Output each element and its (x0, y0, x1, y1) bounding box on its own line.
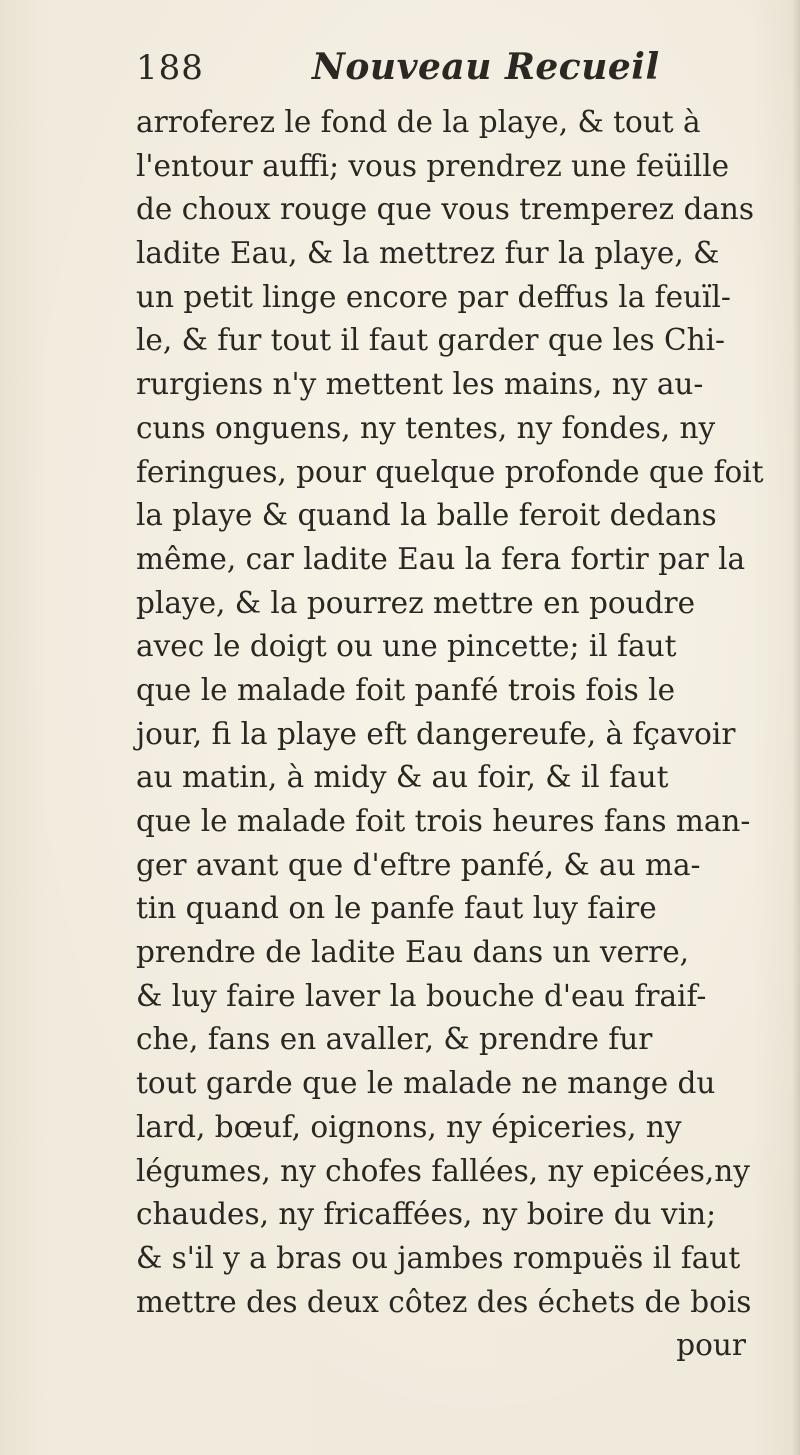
text-line: rurgiens n'y mettent les mains, ny au- (136, 367, 704, 402)
page-number: 188 (136, 48, 204, 88)
text-line: légumes, ny chofes fallées, ny epicées,ny (136, 1153, 750, 1188)
catchword: pour (676, 1328, 746, 1363)
text-line: & luy faire laver la bouche d'eau fraif- (136, 978, 707, 1013)
text-line: tin quand on le panfe faut luy faire (136, 891, 657, 926)
text-line: le, & fur tout il faut garder que les Chi- (136, 323, 726, 358)
text-line: tout garde que le malade ne mange du (136, 1066, 716, 1101)
running-title: Nouveau Recueil (312, 46, 660, 88)
text-line: au matin, à midy & au foir, & il faut (136, 760, 669, 795)
text-line: feringues, pour quelque profonde que foit (136, 454, 764, 489)
text-line: che, fans en avaller, & prendre fur (136, 1022, 653, 1057)
text-line: que le malade foit trois heures fans man- (136, 804, 751, 838)
text-line: même, car ladite Eau la fera fortir par la (136, 541, 746, 576)
text-line: avec le doigt ou une pincette; il faut (136, 629, 677, 664)
text-line: ger avant que d'eftre panfé, & au ma- (136, 847, 701, 882)
page-header (136, 42, 756, 98)
text-line: jour, fi la playe eft dangereufe, à fçavoir (136, 716, 736, 751)
text-line: ladite Eau, & la mettrez fur la playe, & (136, 236, 720, 271)
text-line: de choux rouge que vous tremperez dans (136, 192, 755, 227)
text-line: un petit linge encore par deffus la feuïl- (136, 279, 731, 314)
text-line: la playe & quand la balle feroit dedans (136, 498, 717, 533)
text-line: que le malade foit panfé trois fois le (136, 672, 676, 707)
text-line: playe, & la pourrez mettre en poudre (136, 585, 696, 620)
text-line: prendre de ladite Eau dans un verre, (136, 935, 690, 970)
page-edge-shadow (792, 0, 800, 1455)
body-text (136, 101, 766, 1368)
text-line: arroferez le fond de la playe, & tout à (136, 105, 701, 139)
text-line: lard, bœuf, oignons, ny épiceries, ny (136, 1109, 682, 1144)
text-line: & s'il y a bras ou jambes rompuës il faut (136, 1240, 741, 1275)
text-line: l'entour auffi; vous prendrez une feüille (136, 148, 730, 183)
text-line: cuns onguens, ny tentes, ny fondes, ny (136, 410, 716, 445)
text-line: mettre des deux côtez des échets de bois (136, 1284, 752, 1319)
text-line: chaudes, ny fricaffées, ny boire du vin; (136, 1197, 717, 1232)
